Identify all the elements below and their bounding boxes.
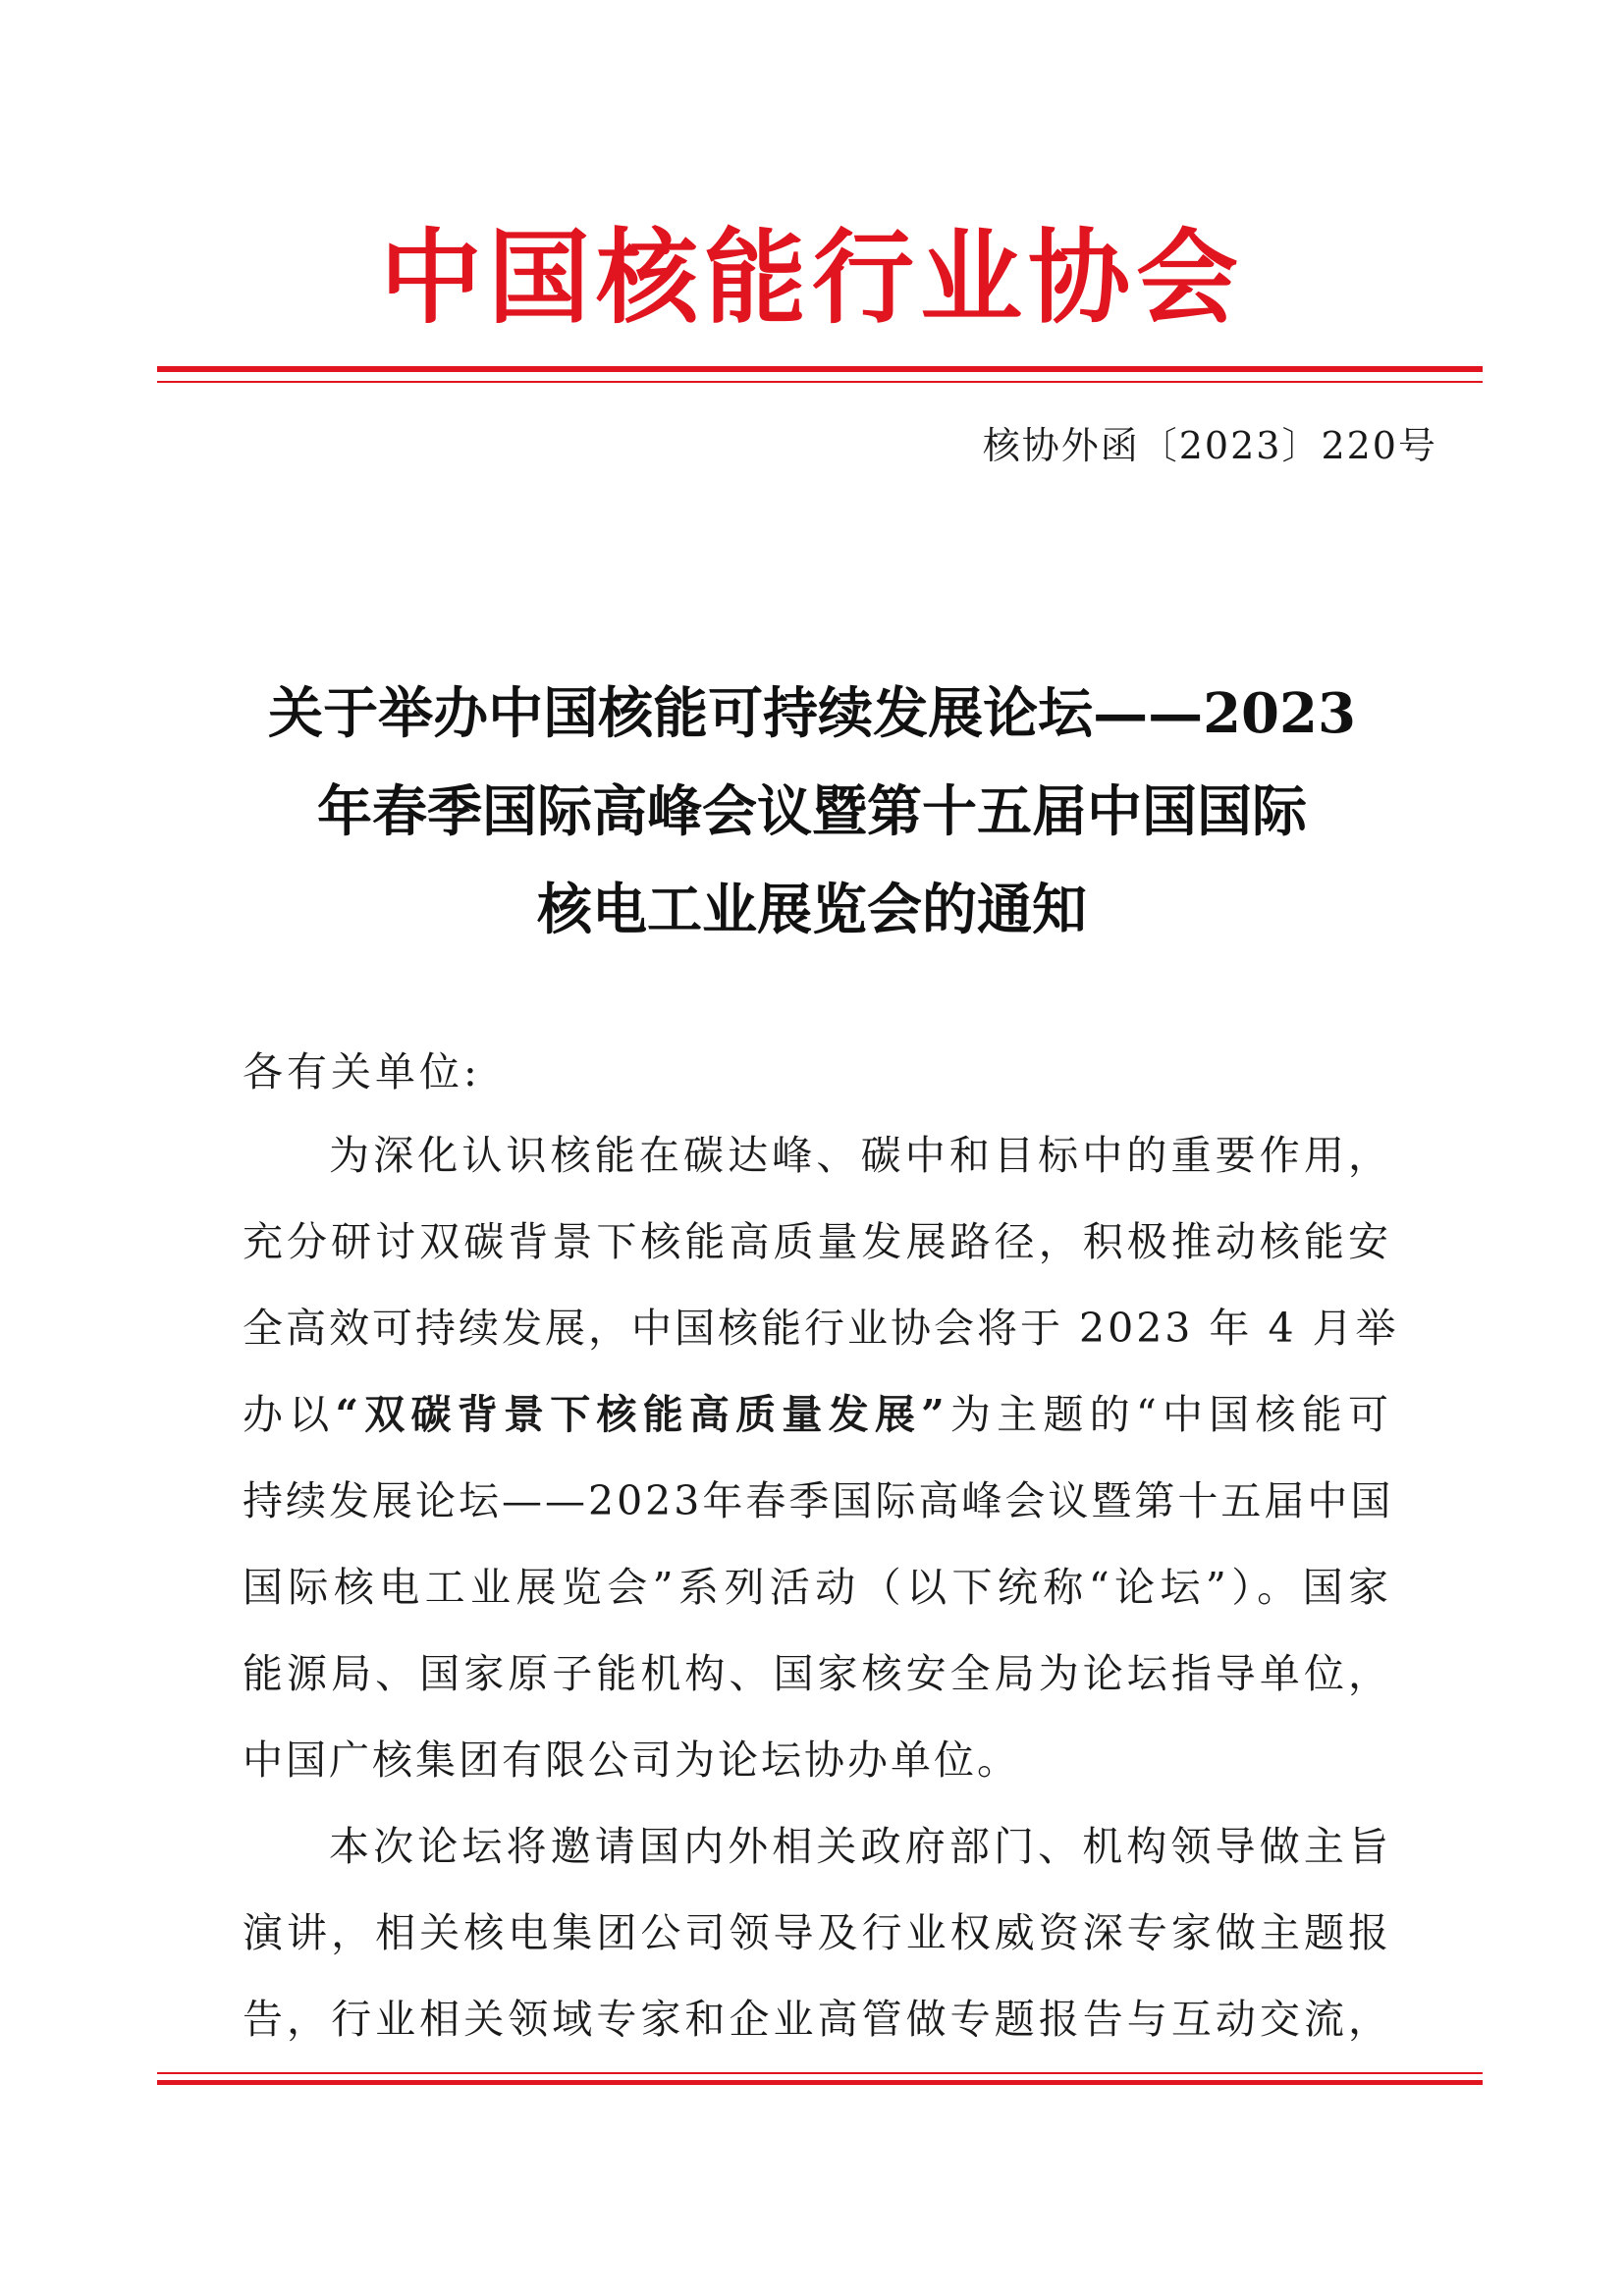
body-paragraph: [243, 1112, 1399, 1803]
paragraph-line: 为深化认识核能在碳达峰、碳中和目标中的重要作用，: [329, 1132, 1391, 1179]
footer-rule-thin: [157, 2072, 1483, 2074]
document-title-line: 关于举办中国核能可持续发展论坛——2023: [268, 681, 1356, 746]
paragraph-line: 国际核电工业展览会”系列活动（以下统称“论坛”）。国家: [243, 1564, 1391, 1611]
header-rule-thick: [157, 366, 1483, 372]
document-number: 核协外函〔2023〕220号: [982, 424, 1437, 467]
paragraph-line: 本次论坛将邀请国内外相关政府部门、机构领导做主旨: [329, 1823, 1391, 1870]
document-title-line: 年春季国际高峰会议暨第十五届中国国际: [317, 779, 1307, 844]
document-title-line: 核电工业展览会的通知: [537, 878, 1087, 942]
paragraph-line: 充分研讨双碳背景下核能高质量发展路径，积极推动核能安: [243, 1218, 1391, 1265]
document-title: [226, 665, 1398, 959]
body-paragraph: [243, 1803, 1391, 2062]
paragraph-line: [243, 1371, 1391, 1458]
paragraph-line: 能源局、国家原子能机构、国家核安全局为论坛指导单位，: [243, 1650, 1391, 1697]
footer-rule-thick: [157, 2080, 1483, 2085]
org-name-header: 中国核能行业协会: [379, 218, 1244, 338]
paragraph-line: 中国广核集团有限公司为论坛协办单位。: [243, 1736, 1020, 1784]
paragraph-line-segment: 为主题的“中国核能可: [947, 1391, 1391, 1438]
paragraph-line: 演讲，相关核电集团公司领导及行业权威资深专家做主题报: [243, 1909, 1391, 1956]
paragraph-line: 告，行业相关领域专家和企业高管做专题报告与互动交流，: [243, 1996, 1391, 2043]
salutation: 各有关单位:: [243, 1048, 481, 1095]
paragraph-line-segment: 办以: [243, 1391, 336, 1438]
paragraph-line: 全高效可持续发展，中国核能行业协会将于 2023 年 4 月举: [243, 1305, 1399, 1352]
header-rule-thin: [157, 381, 1483, 383]
paragraph-line: 持续发展论坛——2023年春季国际高峰会议暨第十五届中国: [243, 1477, 1394, 1524]
theme-emphasis: “双碳背景下核能高质量发展”: [335, 1391, 947, 1438]
